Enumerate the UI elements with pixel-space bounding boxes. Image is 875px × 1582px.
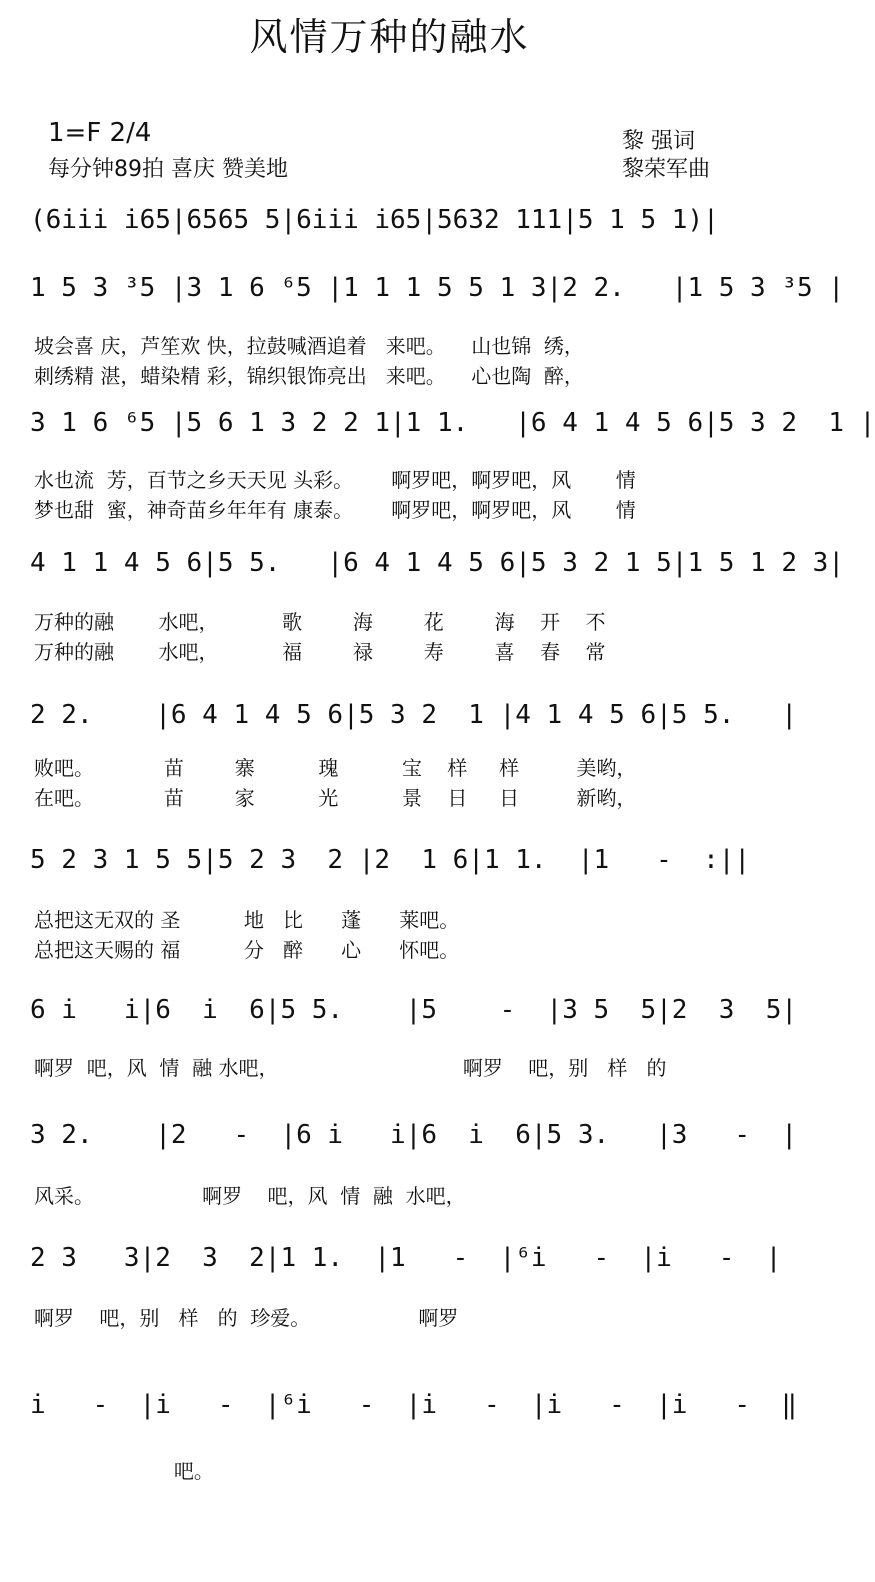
notation-line: (6i̇i̇i̇ i̇65|6565 5|6i̇i̇i̇ i̇65|5632 111|5 1 5 1)| — [30, 205, 719, 235]
lyric-line: 坡会喜 庆，芦笙欢 快，拉鼓喊酒追着 来吧。 山也锦 绣， — [34, 334, 584, 358]
lyric-line: 败吧。 苗 寨 瑰 宝 样 样 美哟， — [34, 756, 637, 780]
lyric-line: 风采。 啊罗 吧，风 情 融 水吧， — [34, 1184, 466, 1208]
notation-line: 6 i̇ i̇|6 i̇ 6|5 5. |5 - |3 5 5|2 3 5| — [30, 995, 798, 1025]
lyric-line: 水也流 芳，百节之乡天天见 头彩。 啊罗吧，啊罗吧，风 情 — [34, 468, 636, 492]
notation-line: 4 1 1 4 5 6|5 5. |6 4 1 4 5 6|5 3 2 1 5|1 5 1 2 3| — [30, 548, 844, 578]
notation-line: 5 2 3 1 5 5|5 2 3 2 |2 1 6|1 1. |1 - :|| — [30, 845, 751, 875]
lyric-line: 总把这无双的 圣 地 比 蓬 莱吧。 — [34, 908, 460, 932]
notation-line: 3 2. |2 - |6 i̇ i̇|6 i̇ 6|5 3. |3 - | — [30, 1120, 798, 1150]
notation-line: i̇ - |i̇ - |⁶i̇ - |i̇ - |i̇ - |i̇ - ‖ — [30, 1390, 798, 1420]
lyric-line: 吧。 — [34, 1459, 214, 1483]
lyric-line: 总把这天赐的 福 分 醉 心 怀吧。 — [34, 938, 460, 962]
lyric-line: 万种的融 水吧， 福 禄 寿 喜 春 常 — [34, 640, 606, 664]
lyric-line: 万种的融 水吧， 歌 海 花 海 开 不 — [34, 610, 606, 634]
lyric-line: 梦也甜 蜜，神奇苗乡年年有 康泰。 啊罗吧，啊罗吧，风 情 — [34, 498, 636, 522]
notation-line: 1 5 3 ³5 |3 1 6 ⁶5 |1 1 1 5 5 1 3|2 2. |1 5 3 ³5 | — [30, 273, 844, 303]
key-time-signature: 1=F 2/4 — [48, 118, 152, 148]
notation-line: 3 1 6 ⁶5 |5 6 1 3 2 2 1|1 1. |6 4 1 4 5 6|5 3 2 1 | — [30, 408, 875, 438]
lyric-line: 啊罗 吧，风 情 融 水吧， 啊罗 吧，别 样 的 — [34, 1056, 667, 1080]
lyric-line: 在吧。 苗 家 光 景 日 日 新哟， — [34, 786, 637, 810]
lyricist-credit: 黎 强词 — [622, 129, 695, 154]
notation-line: 2 3 3|2 3 2|1 1. |1 - |⁶i̇ - |i̇ - | — [30, 1243, 782, 1273]
lyric-line: 刺绣精 湛，蜡染精 彩，锦织银饰亮出 来吧。 心也陶 醉， — [34, 364, 584, 388]
notation-line: 2 2. |6 4 1 4 5 6|5 3 2 1 |4 1 4 5 6|5 5. | — [30, 700, 798, 730]
song-title: 风情万种的融水 — [249, 15, 530, 59]
lyric-line: 啊罗 吧，别 样 的 珍爱。 啊罗 — [34, 1306, 459, 1330]
tempo-marking: 每分钟89拍 喜庆 赞美地 — [48, 157, 288, 182]
composer-credit: 黎荣军曲 — [622, 157, 711, 182]
